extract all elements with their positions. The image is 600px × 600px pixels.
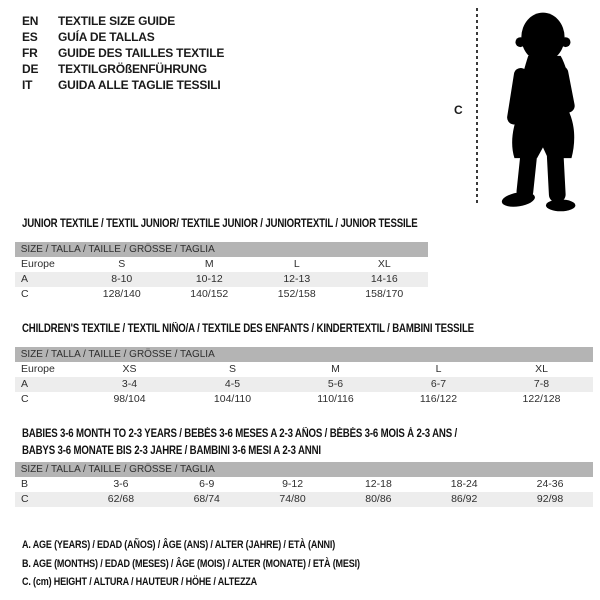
table-cell: 6-7 — [430, 378, 447, 390]
row-label: C — [21, 393, 29, 405]
table-cell: 6-9 — [199, 478, 215, 490]
row-label: Europe — [21, 258, 55, 270]
language-title: TEXTILE SIZE GUIDE — [58, 14, 176, 28]
table-header-band — [15, 462, 593, 477]
section-title-babies-line2: BABYS 3-6 MONATE BIS 2-3 JAHRE / BAMBINI 3-6 MESI A 2-3 ANNI — [22, 445, 321, 457]
list-item — [22, 13, 224, 29]
table-row — [15, 362, 593, 377]
table-cell: 8-10 — [111, 273, 133, 285]
language-code: EN — [22, 14, 39, 28]
language-code: IT — [22, 78, 33, 92]
table-cell: 3-6 — [113, 478, 129, 490]
table-cell: 12-13 — [283, 273, 311, 285]
size-header-label: SIZE / TALLA / TAILLE / GRÖSSE / TAGLIA — [20, 348, 215, 360]
section-title-children: CHILDREN'S TEXTILE / TEXTIL NIÑO/A / TEXTILE DES ENFANTS / KINDERTEXTIL / BAMBINI TESSILE — [22, 323, 474, 335]
table-row — [15, 392, 593, 407]
table-cell: 104/110 — [213, 393, 252, 405]
language-code: DE — [22, 62, 39, 76]
section-title-babies — [22, 426, 457, 460]
table-row — [15, 257, 428, 272]
table-cell: S — [118, 258, 126, 270]
row-label: A — [21, 378, 29, 390]
table-row — [15, 287, 428, 302]
height-marker-line — [476, 8, 478, 206]
list-item — [22, 29, 224, 45]
junior-size-table — [15, 242, 428, 302]
table-row — [15, 377, 593, 392]
list-item — [22, 45, 224, 61]
language-code: ES — [22, 30, 38, 44]
babies-size-table — [15, 462, 593, 507]
legend-note-c: C. (cm) HEIGHT / ALTURA / HAUTEUR / HÖHE / ALTEZZA — [22, 576, 258, 588]
size-header-label: SIZE / TALLA / TAILLE / GRÖSSE / TAGLIA — [20, 463, 215, 475]
table-cell: 92/98 — [536, 493, 564, 505]
table-cell: S — [228, 363, 236, 375]
table-cell: 24-36 — [536, 478, 564, 490]
table-cell: 140/152 — [190, 288, 229, 300]
table-cell: 158/170 — [365, 288, 404, 300]
language-title: GUÍA DE TALLAS — [58, 30, 155, 44]
table-cell: 10-12 — [195, 273, 223, 285]
size-header-label: SIZE / TALLA / TAILLE / GRÖSSE / TAGLIA — [20, 243, 215, 255]
table-cell: XL — [535, 363, 548, 375]
table-cell: 80/86 — [365, 493, 392, 505]
table-row — [15, 477, 593, 492]
table-cell: 14-16 — [370, 273, 398, 285]
table-cell: 62/68 — [107, 493, 135, 505]
table-cell: L — [293, 258, 300, 270]
table-cell: XL — [377, 258, 391, 270]
list-item — [22, 77, 224, 93]
table-cell: 98/104 — [113, 393, 146, 405]
table-cell: 9-12 — [282, 478, 304, 490]
baby-silhouette-icon — [482, 6, 600, 214]
table-cell: 110/116 — [317, 393, 354, 405]
language-title: GUIDA ALLE TAGLIE TESSILI — [58, 78, 221, 92]
language-title: TEXTILGRÖßENFÜHRUNG — [58, 62, 207, 76]
table-cell: 128/140 — [102, 288, 141, 300]
list-item — [22, 61, 224, 77]
height-marker-label: C — [454, 103, 463, 117]
table-cell: M — [204, 258, 214, 270]
row-label: C — [21, 493, 29, 505]
table-cell: 18-24 — [450, 478, 478, 490]
table-cell: 74/80 — [279, 493, 306, 505]
table-cell: 86/92 — [451, 493, 478, 505]
language-code: FR — [22, 46, 38, 60]
table-cell: L — [435, 363, 442, 375]
row-label: Europe — [21, 363, 55, 375]
legend-note-a: A. AGE (YEARS) / EDAD (AÑOS) / ÂGE (ANS) / ALTER (JAHRE) / ETÀ (ANNI) — [22, 539, 336, 551]
table-cell: 7-8 — [533, 378, 550, 390]
table-cell: 4-5 — [224, 378, 241, 390]
section-title-junior: JUNIOR TEXTILE / TEXTIL JUNIOR/ TEXTILE JUNIOR / JUNIORTEXTIL / JUNIOR TESSILE — [22, 218, 418, 230]
table-row — [15, 272, 428, 287]
table-cell: 3-4 — [121, 378, 138, 390]
legend-notes — [22, 536, 434, 592]
table-header-band — [15, 242, 428, 257]
table-cell: 5-6 — [327, 378, 344, 390]
language-title: GUIDE DES TAILLES TEXTILE — [58, 46, 225, 60]
table-cell: 68/74 — [193, 493, 220, 505]
table-cell: 116/122 — [419, 393, 458, 405]
table-cell: 12-18 — [364, 478, 392, 490]
table-row — [15, 492, 593, 507]
row-label: B — [21, 478, 29, 490]
table-cell: XS — [122, 363, 137, 375]
table-cell: 122/128 — [522, 393, 561, 405]
children-size-table — [15, 347, 593, 407]
language-title-list — [22, 13, 224, 93]
row-label: C — [21, 288, 29, 300]
section-title-babies-line1: BABIES 3-6 MONTH TO 2-3 YEARS / BEBÉS 3-6 MESES A 2-3 AÑOS / BÉBÉS 3-6 MOIS À 2-3 ANS / — [22, 428, 458, 440]
row-label: A — [21, 273, 29, 285]
table-header-band — [15, 347, 593, 362]
legend-note-b: B. AGE (MONTHS) / EDAD (MESES) / ÂGE (MOIS) / ALTER (MONATE) / ETÀ (MESI) — [22, 557, 360, 570]
table-cell: M — [331, 363, 340, 375]
table-cell: 152/158 — [277, 288, 316, 300]
